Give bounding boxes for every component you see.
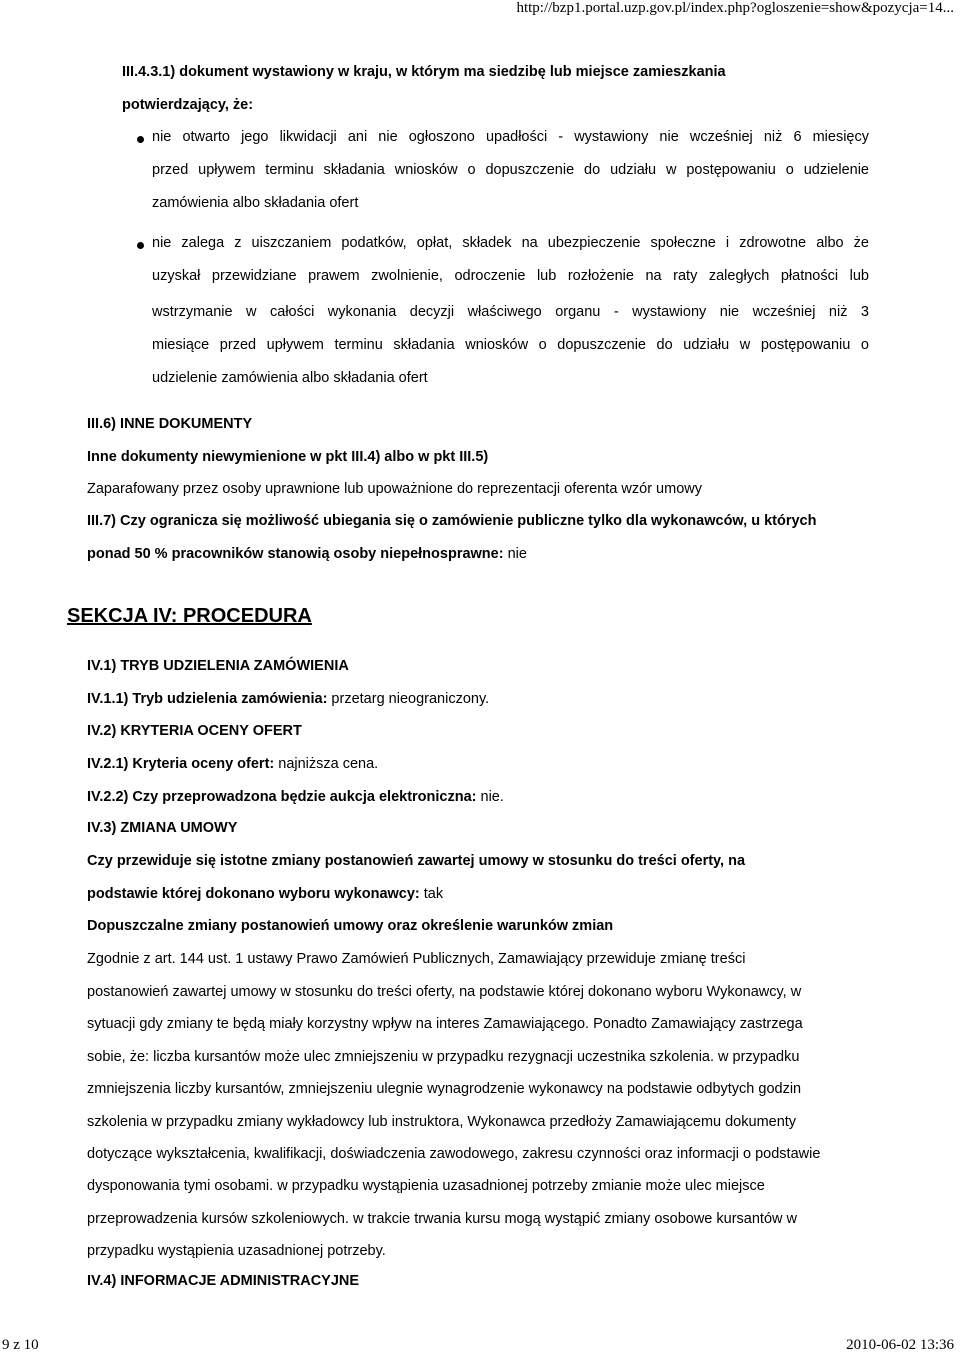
bullet1-line2: przed upływem terminu składania wniosków o dopuszczenie do udziału w postępowaniu o udzielenie: [152, 162, 869, 178]
iv3-text-line: postanowień zawartej umowy w stosunku do treści oferty, na podstawie której dokonano wyboru Wykonawcy, w: [87, 984, 802, 1000]
iv3-text-line: sytuacji gdy zmiany te będą miały korzystny wpływ na interes Zamawiającego. Ponadto Zamawiający zastrzega: [87, 1016, 803, 1032]
bullet2-line5: udzielenie zamówienia albo składania ofert: [152, 370, 428, 386]
section-3-6-heading: III.6) INNE DOKUMENTY: [87, 416, 253, 432]
section-3-7-line1: III.7) Czy ogranicza się możliwość ubiegania się o zamówienie publiczne tylko dla wykonawców, u których: [87, 513, 817, 529]
section-3-7-answer: nie: [503, 546, 527, 562]
iv2-1-value: najniższa cena.: [274, 756, 379, 772]
iv2-2-value: nie.: [476, 789, 504, 805]
section-3-7-question: ponad 50 % pracowników stanowią osoby niepełnosprawne:: [87, 546, 504, 562]
bullet-icon: [137, 242, 144, 249]
iv1-1-label: IV.1.1) Tryb udzielenia zamówienia:: [87, 691, 328, 707]
iv4-heading: IV.4) INFORMACJE ADMINISTRACYJNE: [87, 1273, 360, 1289]
section-3-6-subheading: Inne dokumenty niewymienione w pkt III.4) albo w pkt III.5): [87, 449, 489, 465]
page-number: 9 z 10: [2, 1337, 39, 1353]
print-datetime: 2010-06-02 13:36: [846, 1337, 954, 1353]
bullet1-line1: nie otwarto jego likwidacji ani nie ogłoszono upadłości - wystawiony nie wcześniej niż 6 miesięcy: [152, 129, 869, 145]
iv3-text-line: szkolenia w przypadku zmiany wykładowcy lub instruktora, Wykonawca przedłoży Zamawiającemu dokumenty: [87, 1114, 797, 1130]
iv2-heading: IV.2) KRYTERIA OCENY OFERT: [87, 723, 302, 739]
iv1-1-value: przetarg nieograniczony.: [327, 691, 490, 707]
bullet2-line1: nie zalega z uiszczaniem podatków, opłat, składek na ubezpieczenie społeczne i zdrowotne albo że: [152, 235, 869, 251]
bullet2-line3: wstrzymanie w całości wykonania decyzji właściwego organu - wystawiony nie wcześniej niż 3: [152, 304, 869, 320]
page-url: http://bzp1.portal.uzp.gov.pl/index.php?ogloszenie=show&pozycja=14...: [516, 0, 954, 16]
section-3-4-3-1-heading-line2: potwierdzający, że:: [122, 97, 254, 113]
iv3-text-line: przypadku wystąpienia uzasadnionej potrzeby.: [87, 1243, 386, 1259]
iv3-text-line: dysponowania tymi osobami. w przypadku wystąpienia uzasadnionej potrzeby zmianie może ulec miejsce: [87, 1178, 765, 1194]
iv3-text-line: zmniejszenia liczby kursantów, zmniejszeniu ulegnie wynagrodzenie wykonawcy na podstawie odbytych godzin: [87, 1081, 802, 1097]
bullet2-line2: uzyskał przewidziane prawem zwolnienie, odroczenie lub rozłożenie na raty zaległych płatności lub: [152, 268, 869, 284]
iv3-question-value: tak: [419, 886, 444, 902]
iv3-question-line1: Czy przewiduje się istotne zmiany postanowień zawartej umowy w stosunku do treści oferty, na: [87, 853, 746, 869]
iv2-2-label: IV.2.2) Czy przeprowadzona będzie aukcja elektroniczna:: [87, 789, 477, 805]
iv1-heading: IV.1) TRYB UDZIELENIA ZAMÓWIENIA: [87, 658, 349, 674]
bullet1-line3: zamówienia albo składania ofert: [152, 195, 359, 211]
iv3-text-line: przeprowadzenia kursów szkoleniowych. w trakcie trwania kursu mogą wystąpić zmiany osobowe kursantów w: [87, 1211, 797, 1227]
iv2-1-row: [87, 756, 378, 772]
section-3-4-3-1-heading-line1: III.4.3.1) dokument wystawiony w kraju, w którym ma siedzibę lub miejsce zamieszkania: [122, 64, 726, 80]
iv3-allowed-changes-heading: Dopuszczalne zmiany postanowień umowy oraz określenie warunków zmian: [87, 918, 614, 934]
iv2-2-row: [87, 789, 504, 805]
section-iv-title: SEKCJA IV: PROCEDURA: [67, 605, 312, 627]
iv1-1-row: [87, 691, 489, 707]
iv3-heading: IV.3) ZMIANA UMOWY: [87, 820, 238, 836]
iv3-text-line: Zgodnie z art. 144 ust. 1 ustawy Prawo Zamówień Publicznych, Zamawiający przewiduje zmianę treści: [87, 951, 746, 967]
iv3-text-line: sobie, że: liczba kursantów może ulec zmniejszeniu w przypadku rezygnacji uczestnika szkolenia. w przypadku: [87, 1049, 800, 1065]
section-3-7-line2: [87, 546, 527, 562]
iv3-question-label: podstawie której dokonano wyboru wykonawcy:: [87, 886, 420, 902]
iv3-text-line: dotyczące wykształcenia, kwalifikacji, doświadczenia zawodowego, zakresu czynności oraz informacji o podstawie: [87, 1146, 821, 1162]
section-3-6-text: Zaparafowany przez osoby uprawnione lub upoważnione do reprezentacji oferenta wzór umowy: [87, 481, 702, 497]
iv3-question-line2: [87, 886, 443, 902]
bullet-icon: [137, 136, 144, 143]
bullet2-line4: miesiące przed upływem terminu składania wniosków o dopuszczenie do udziału w postępowaniu o: [152, 337, 869, 353]
iv2-1-label: IV.2.1) Kryteria oceny ofert:: [87, 756, 275, 772]
